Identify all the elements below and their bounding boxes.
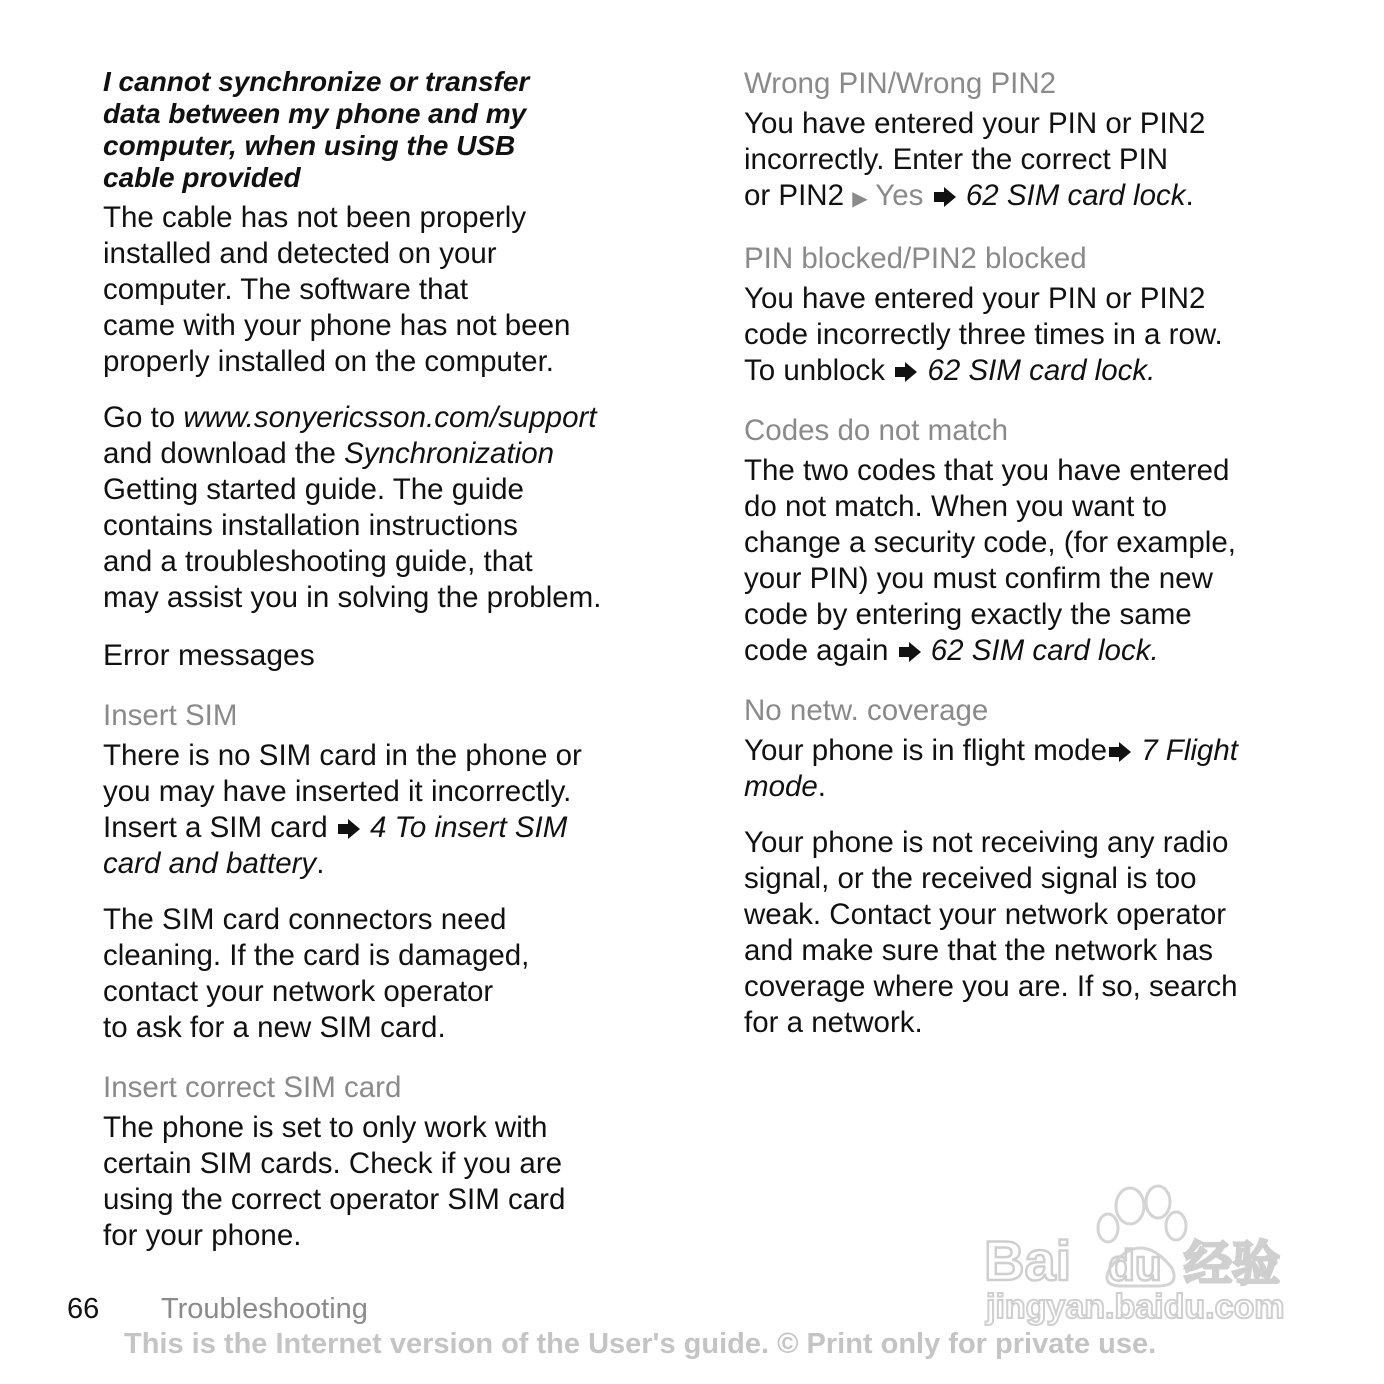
- codes-body: [744, 453, 1344, 669]
- usb-answer-line: came with your phone has not been: [103, 309, 571, 342]
- coverage-line: weak. Contact your network operator: [744, 898, 1227, 931]
- wrong-pin-text: or PIN2: [744, 179, 853, 212]
- left-column: [103, 66, 683, 1278]
- support-line: [103, 400, 683, 436]
- insert-correct-line: using the correct operator SIM card: [103, 1183, 566, 1216]
- support-paragraph: [103, 400, 683, 616]
- insert-sim-title: Insert SIM: [103, 699, 238, 732]
- watermark-du: du: [1108, 1241, 1162, 1290]
- wrong-pin-line: You have entered your PIN or PIN2: [744, 107, 1206, 140]
- insert-sim-line: [103, 810, 683, 846]
- coverage-line: coverage where you are. If so, search: [744, 970, 1238, 1003]
- insert-correct-sim-title: Insert correct SIM card: [103, 1071, 402, 1104]
- coverage-line: [744, 733, 1344, 769]
- codes-text: code again: [744, 634, 897, 667]
- baidu-watermark: [980, 1176, 1310, 1326]
- guide-line: contains installation instructions: [103, 509, 518, 542]
- pin-blocked-text: To unblock: [744, 354, 894, 387]
- right-column: [744, 66, 1344, 1065]
- connectors-paragraph: [103, 902, 683, 1046]
- codes-line: code by entering exactly the same: [744, 598, 1192, 631]
- usb-answer-line: The cable has not been properly: [103, 201, 527, 234]
- connectors-line: The SIM card connectors need: [103, 903, 507, 936]
- watermark-jingyan: 经验: [1184, 1236, 1281, 1292]
- coverage-line: for a network.: [744, 1006, 923, 1039]
- pin-blocked-line: You have entered your PIN or PIN2: [744, 282, 1206, 315]
- coverage-line: [744, 769, 1344, 805]
- period: .: [817, 770, 826, 803]
- insert-correct-sim-body: [103, 1110, 683, 1254]
- guide-line: and a troubleshooting guide, that: [103, 545, 533, 578]
- usb-question-line: computer, when using the USB: [103, 130, 516, 161]
- codes-section: [744, 413, 1344, 669]
- usb-question-line: data between my phone and my: [103, 98, 527, 129]
- triangle-right-icon: ▶: [852, 188, 868, 210]
- sim-card-lock-ref[interactable]: 62 SIM card lock: [965, 179, 1186, 212]
- insert-correct-line: certain SIM cards. Check if you are: [103, 1147, 563, 1180]
- watermark-brand: Bai: [984, 1229, 1072, 1292]
- guide-line: may assist you in solving the problem.: [103, 581, 602, 614]
- connectors-line: to ask for a new SIM card.: [103, 1011, 446, 1044]
- insert-correct-sim-section: [103, 1070, 683, 1254]
- wrong-pin-line: incorrectly. Enter the correct PIN: [744, 143, 1169, 176]
- coverage-line: and make sure that the network has: [744, 934, 1213, 967]
- sim-card-lock-ref[interactable]: 62 SIM card lock.: [930, 634, 1159, 667]
- period: .: [316, 847, 325, 880]
- insert-sim-ref[interactable]: 4 To insert SIM: [370, 811, 568, 844]
- coverage-section: [744, 693, 1344, 1041]
- insert-correct-line: The phone is set to only work with: [103, 1111, 548, 1144]
- flight-mode-ref[interactable]: 7 Flight: [1141, 734, 1238, 767]
- insert-correct-line: for your phone.: [103, 1219, 302, 1252]
- arrow-right-icon: [897, 633, 923, 669]
- pin-blocked-body: [744, 281, 1344, 389]
- coverage-paragraph-2: [744, 825, 1344, 1041]
- codes-line: do not match. When you want to: [744, 490, 1168, 523]
- insert-sim-ref-cont[interactable]: card and battery: [103, 847, 317, 880]
- codes-line: your PIN) you must confirm the new: [744, 562, 1213, 595]
- print-notice: This is the Internet version of the User's guide. © Print only for private use.: [124, 1328, 1157, 1360]
- codes-line: The two codes that you have entered: [744, 454, 1230, 487]
- error-messages-heading: Error messages: [103, 639, 315, 672]
- insert-sim-line: [103, 846, 683, 882]
- wrong-pin-section: [744, 66, 1344, 217]
- usb-question: [103, 66, 683, 194]
- pin-blocked-section: [744, 241, 1344, 389]
- wrong-pin-line: [744, 178, 1344, 217]
- pin-blocked-line: [744, 353, 1344, 389]
- usb-answer-line: installed and detected on your: [103, 237, 497, 270]
- flight-mode-ref-cont[interactable]: mode: [744, 770, 818, 803]
- section-name: Troubleshooting: [161, 1293, 368, 1325]
- wrong-pin-body: [744, 106, 1344, 217]
- coverage-body: [744, 733, 1344, 805]
- usb-question-line: cable provided: [103, 162, 301, 193]
- support-link[interactable]: www.sonyericsson.com/support: [183, 401, 597, 434]
- coverage-line: signal, or the received signal is too: [744, 862, 1197, 895]
- coverage-text: Your phone is in flight mode: [744, 734, 1107, 767]
- download-line: [103, 436, 683, 472]
- arrow-right-icon: [893, 353, 919, 389]
- coverage-title: No netw. coverage: [744, 694, 989, 727]
- sync-guide-name: Synchronization: [344, 437, 555, 470]
- goto-text: Go to: [103, 401, 184, 434]
- usb-question-line: I cannot synchronize or transfer: [103, 66, 530, 97]
- wrong-pin-title: Wrong PIN/Wrong PIN2: [744, 67, 1057, 100]
- baidu-paw-logo: [980, 1176, 1310, 1326]
- connectors-line: cleaning. If the card is damaged,: [103, 939, 530, 972]
- coverage-line: Your phone is not receiving any radio: [744, 826, 1229, 859]
- yes-softkey: Yes: [875, 179, 924, 212]
- period: .: [1185, 179, 1194, 212]
- insert-sim-line: you may have inserted it incorrectly.: [103, 775, 572, 808]
- watermark-url: jingyan.baidu.com: [986, 1288, 1285, 1326]
- page-number: 66: [67, 1293, 100, 1325]
- insert-sim-section: [103, 698, 683, 1046]
- sim-card-lock-ref[interactable]: 62 SIM card lock.: [927, 354, 1156, 387]
- connectors-line: contact your network operator: [103, 975, 494, 1008]
- codes-title: Codes do not match: [744, 414, 1009, 447]
- usb-answer: [103, 200, 683, 380]
- insert-sim-text: Insert a SIM card: [103, 811, 336, 844]
- usb-answer-line: properly installed on the computer.: [103, 345, 554, 378]
- codes-line: change a security code, (for example,: [744, 526, 1236, 559]
- arrow-right-icon: [336, 810, 362, 846]
- usb-answer-line: computer. The software that: [103, 273, 469, 306]
- download-text: and download the: [103, 437, 345, 470]
- pin-blocked-line: code incorrectly three times in a row.: [744, 318, 1223, 351]
- guide-line: Getting started guide. The guide: [103, 473, 524, 506]
- pin-blocked-title: PIN blocked/PIN2 blocked: [744, 242, 1087, 275]
- insert-sim-body: [103, 738, 683, 882]
- insert-sim-line: There is no SIM card in the phone or: [103, 739, 582, 772]
- codes-line: [744, 633, 1344, 669]
- arrow-right-icon: [932, 178, 958, 214]
- arrow-right-icon: [1107, 733, 1133, 769]
